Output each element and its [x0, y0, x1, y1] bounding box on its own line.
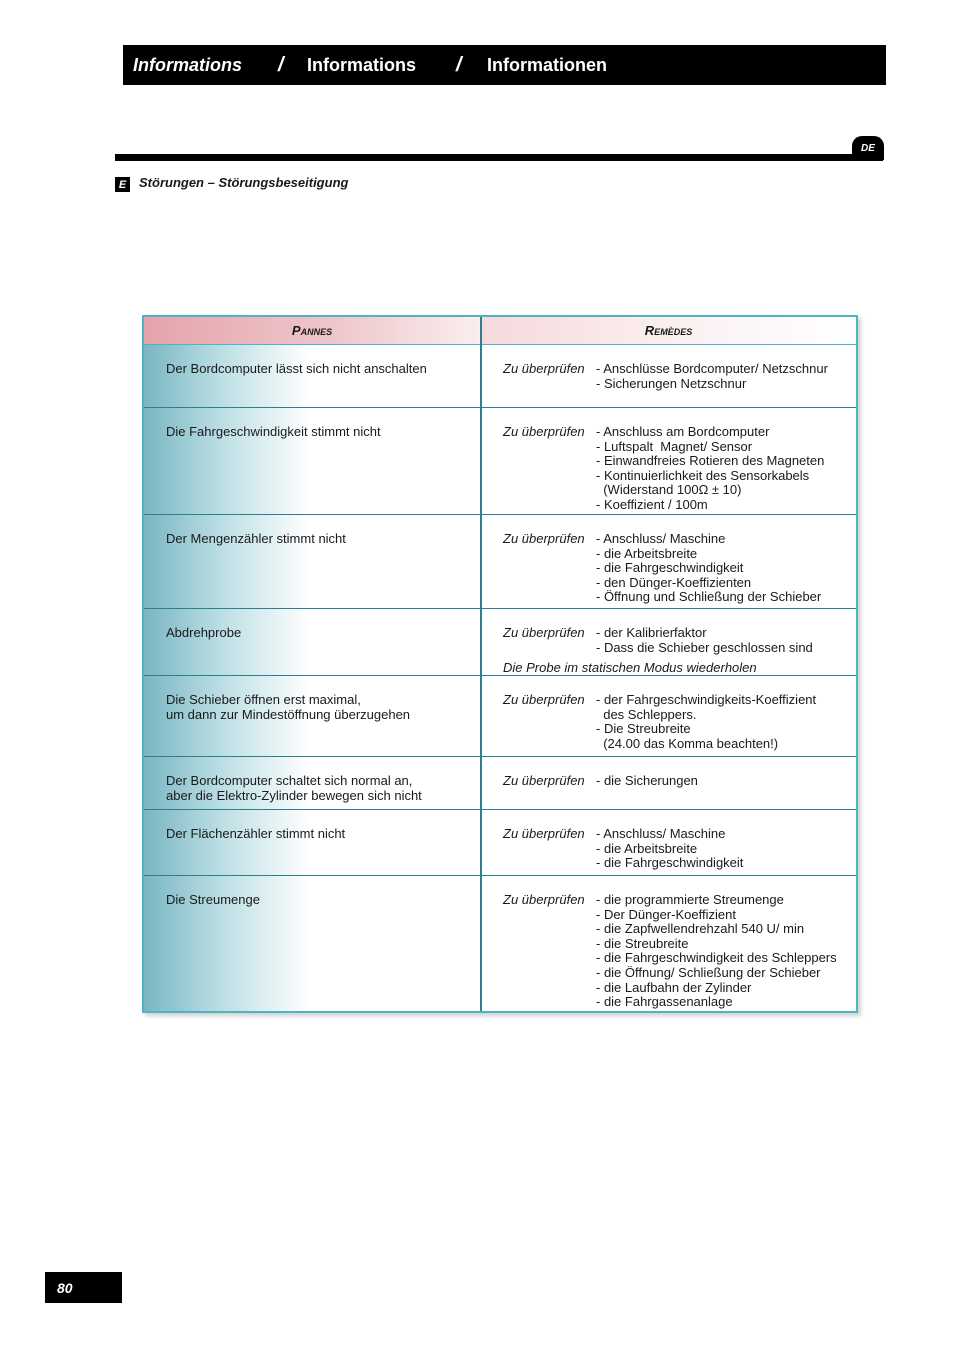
check-label: Zu überprüfen	[503, 361, 585, 376]
problem-cell	[166, 893, 466, 908]
problem-text: Der Bordcomputer schaltet sich normal an,	[166, 773, 413, 788]
remedy-item: - Öffnung und Schließung der Schieber	[596, 589, 822, 605]
section-title: Störungen – Störungsbeseitigung	[139, 175, 349, 190]
header-title-en: Informations	[307, 54, 417, 75]
remedy-list	[596, 532, 821, 605]
remedy-note: Die Probe im statischen Modus wiederholen	[503, 660, 757, 676]
problem-text: Der Bordcomputer lässt sich nicht anschalten	[166, 361, 427, 376]
remedy-item: - Anschluss/ Maschine	[596, 826, 726, 841]
problem-text: Der Mengenzähler stimmt nicht	[166, 531, 346, 546]
header-separator: /	[278, 53, 284, 76]
problem-cell	[166, 827, 466, 842]
remedy-item: - die Laufbahn der Zylinder	[596, 979, 752, 995]
remedy-item: - der Kalibrierfaktor	[596, 625, 707, 640]
row-divider	[144, 407, 856, 408]
row-divider	[144, 608, 856, 609]
remedy-cell	[503, 362, 855, 405]
remedy-item: - Kontinuierlichkeit des Sensorkabels	[596, 467, 810, 483]
remedy-cell	[503, 532, 855, 606]
page-number: 80	[45, 1272, 122, 1303]
remedy-item: des Schleppers.	[596, 706, 697, 722]
remedy-item: - die Streubreite	[596, 935, 689, 951]
remedy-item: - Einwandfreies Rotieren des Magneten	[596, 453, 825, 469]
remedy-cell	[503, 827, 855, 873]
check-label: Zu überprüfen	[503, 625, 585, 640]
remedy-item: - Der Dünger-Koeffizient	[596, 906, 736, 922]
remedy-item: - die programmierte Streumenge	[596, 892, 784, 907]
remedy-item: - der Fahrgeschwindigkeits-Koeffizient	[596, 692, 817, 707]
check-label: Zu überprüfen	[503, 773, 585, 788]
remedy-item: - Koeffizient / 100m	[596, 496, 708, 512]
check-label: Zu überprüfen	[503, 892, 585, 907]
check-label: Zu überprüfen	[503, 424, 585, 439]
header-title-fr: Informations	[133, 54, 243, 75]
remedy-item: - die Fahrgeschwindigkeit	[596, 855, 744, 871]
remedy-item: - Anschluss am Bordcomputer	[596, 424, 770, 439]
row-divider	[144, 675, 856, 676]
remedy-item: - die Öffnung/ Schließung der Schieber	[596, 964, 821, 980]
remedy-list	[596, 425, 824, 513]
section-letter-badge: E	[115, 177, 130, 192]
problem-cell	[166, 626, 466, 641]
remedy-list	[596, 626, 813, 655]
header-bar	[123, 45, 886, 85]
remedy-item: - Luftspalt Magnet/ Sensor	[596, 438, 753, 454]
remedy-list	[596, 693, 816, 751]
problem-cell	[166, 693, 466, 722]
problem-cell	[166, 362, 466, 377]
check-label: Zu überprüfen	[503, 531, 585, 546]
column-header-remedies: Remèdes	[481, 317, 856, 345]
remedy-list	[596, 774, 698, 789]
remedy-item: - die Fahrgeschwindigkeit des Schleppers	[596, 950, 837, 966]
remedy-item: - die Arbeitsbreite	[596, 545, 698, 561]
row-divider	[144, 514, 856, 515]
column-divider	[480, 317, 482, 1011]
problem-text: Die Streumenge	[166, 892, 260, 907]
remedy-cell	[503, 693, 855, 754]
language-tab: DE	[852, 136, 884, 160]
remedy-list	[596, 827, 743, 871]
remedy-cell	[503, 625, 855, 676]
remedy-cell	[503, 774, 855, 807]
remedy-item: (24.00 das Komma beachten!)	[596, 735, 779, 751]
remedy-item: - Anschlüsse Bordcomputer/ Netzschnur	[596, 361, 828, 376]
remedy-item: - den Dünger-Koeffizienten	[596, 574, 752, 590]
remedy-item: - die Arbeitsbreite	[596, 840, 698, 856]
row-divider	[144, 875, 856, 876]
problem-text: Abdrehprobe	[166, 625, 242, 640]
problem-text: Der Flächenzähler stimmt nicht	[166, 826, 346, 841]
problem-text: Die Schieber öffnen erst maximal,	[166, 692, 361, 707]
header-title-de: Informationen	[487, 54, 607, 75]
remedy-item: - die Zapfwellendrehzahl 540 U/ min	[596, 921, 805, 937]
remedy-item: - die Fahrgeschwindigkeit	[596, 560, 744, 576]
remedy-item: - Anschluss/ Maschine	[596, 531, 726, 546]
left-column-gradient	[144, 344, 309, 1011]
problem-text: Die Fahrgeschwindigkeit stimmt nicht	[166, 424, 381, 439]
remedy-cell	[503, 425, 855, 512]
remedy-item: (Widerstand 100Ω ± 10)	[596, 482, 742, 498]
row-divider	[144, 809, 856, 810]
remedy-list	[596, 893, 837, 1010]
remedy-item: - Dass die Schieber geschlossen sind	[596, 639, 813, 655]
remedy-item: - Die Streubreite	[596, 721, 691, 737]
check-label: Zu überprüfen	[503, 826, 585, 841]
remedy-item: - die Fahrgassenanlage	[596, 994, 733, 1010]
remedy-cell	[503, 893, 855, 1013]
header-separator: /	[456, 53, 462, 76]
troubleshooting-table	[142, 315, 858, 1013]
section-rule	[115, 154, 883, 161]
problem-cell	[166, 532, 466, 547]
problem-cell	[166, 774, 466, 803]
column-header-problems: Pannes	[144, 317, 480, 345]
row-divider	[144, 756, 856, 757]
problem-text: um dann zur Mindestöffnung überzugehen	[166, 706, 411, 722]
problem-cell	[166, 425, 466, 440]
remedy-item: - Sicherungen Netzschnur	[596, 375, 747, 391]
remedy-list	[596, 362, 828, 391]
remedy-item: - die Sicherungen	[596, 773, 698, 788]
check-label: Zu überprüfen	[503, 692, 585, 707]
problem-text: aber die Elektro-Zylinder bewegen sich nicht	[166, 787, 422, 803]
